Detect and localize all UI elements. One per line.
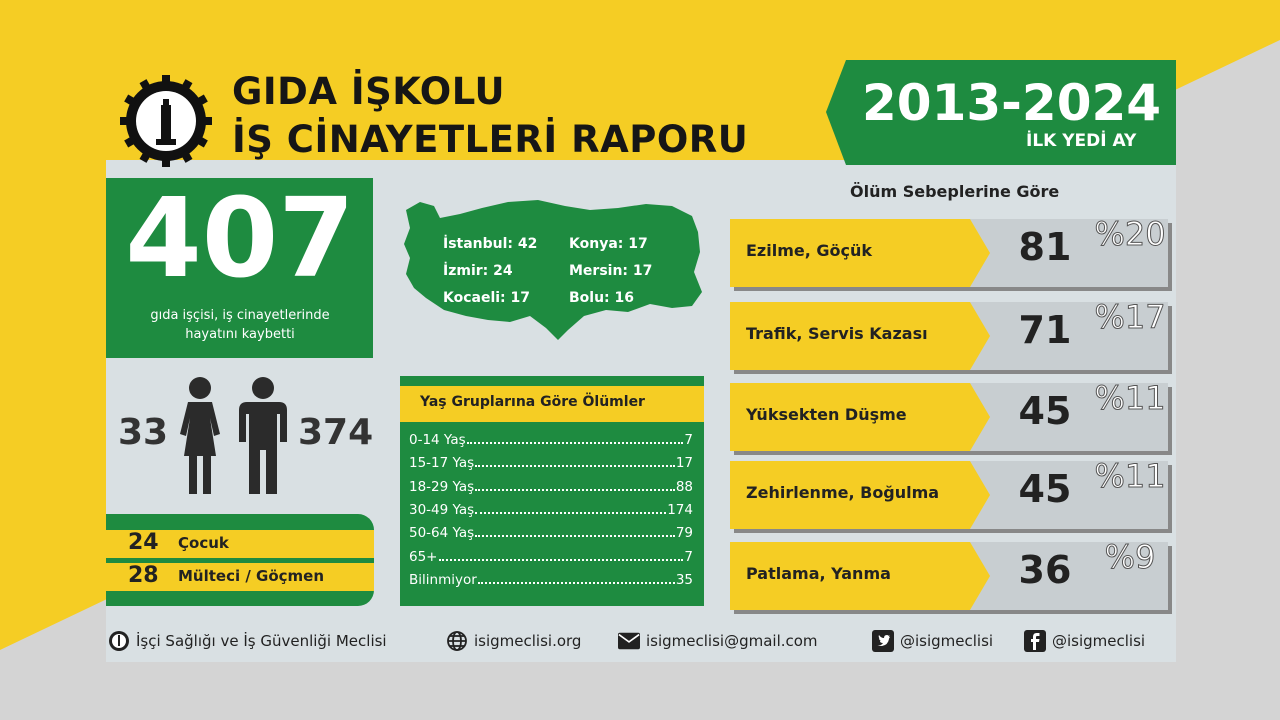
cause-percent: %17 <box>1094 298 1166 336</box>
age-group-label: 18-29 Yaş <box>409 478 475 495</box>
total-description-line-1: gıda işçisi, iş cinayetlerinde <box>150 308 330 323</box>
title-line-2: İŞ CİNAYETLERİ RAPORU <box>232 118 749 161</box>
footer-facebook-text: @isigmeclisi <box>1052 632 1146 650</box>
total-description-line-2: hayatını kaybetti <box>185 327 295 342</box>
refugee-count: 28 <box>128 563 159 588</box>
cause-row <box>730 298 1176 370</box>
age-group-label: 50-64 Yaş <box>409 525 475 542</box>
age-group-label: 15-17 Yaş <box>409 455 475 472</box>
cause-row <box>730 215 1176 287</box>
age-group-leader-dots <box>475 479 675 491</box>
age-group-leader-dots <box>475 502 666 514</box>
age-group-label: 65+ <box>409 548 438 565</box>
period-years: 2013-2024 <box>862 74 1162 132</box>
city-kocaeli: Kocaeli: 17 <box>443 290 531 306</box>
groups-strip <box>106 514 374 606</box>
children-count: 24 <box>128 530 159 555</box>
age-group-label: 0-14 Yaş <box>409 432 466 448</box>
age-group-value: 88 <box>675 478 693 495</box>
cause-count: 81 <box>1018 225 1072 269</box>
city-konya: Konya: 17 <box>569 236 648 252</box>
facebook-icon <box>1024 630 1046 652</box>
age-group-value: 7 <box>684 548 693 565</box>
male-count: 374 <box>298 412 374 453</box>
cause-count: 45 <box>1018 467 1072 511</box>
age-group-row <box>409 549 693 565</box>
city-mersin: Mersin: 17 <box>569 263 653 279</box>
mail-icon <box>618 630 640 652</box>
city-bolu: Bolu: 16 <box>569 290 635 306</box>
footer-org-text: İşçi Sağlığı ve İş Güvenliği Meclisi <box>136 632 387 650</box>
age-group-value: 174 <box>667 501 693 518</box>
age-group-row <box>409 455 693 471</box>
age-group-leader-dots <box>467 432 684 444</box>
cause-label: Yüksekten Düşme <box>746 405 907 424</box>
footer-website[interactable] <box>446 630 581 652</box>
children-label: Çocuk <box>178 534 229 552</box>
title-line-1: GIDA İŞKOLU <box>232 70 506 113</box>
cause-count: 45 <box>1018 389 1072 433</box>
age-group-value: 79 <box>675 525 693 542</box>
female-count: 33 <box>118 412 169 453</box>
twitter-icon <box>872 630 894 652</box>
footer-email-text: isigmeclisi@gmail.com <box>646 632 818 650</box>
age-group-leader-dots <box>478 572 675 584</box>
city-istanbul: İstanbul: 42 <box>443 236 538 252</box>
cause-percent: %11 <box>1094 457 1166 495</box>
refugee-label: Mülteci / Göçmen <box>178 567 325 585</box>
cause-label: Zehirlenme, Boğulma <box>746 483 940 502</box>
age-group-value: 7 <box>684 432 693 448</box>
age-group-row <box>409 572 693 588</box>
age-group-leader-dots <box>439 549 684 561</box>
footer-email[interactable] <box>618 630 818 652</box>
age-group-leader-dots <box>475 525 675 537</box>
age-group-row <box>409 432 693 448</box>
gear-logo-small-icon <box>108 630 130 652</box>
cause-label: Trafik, Servis Kazası <box>746 324 928 343</box>
age-group-label: Bilinmiyor <box>409 571 477 588</box>
footer-website-text: isigmeclisi.org <box>474 632 582 650</box>
footer-twitter[interactable] <box>872 630 993 652</box>
cause-label: Ezilme, Göçük <box>746 241 873 260</box>
cause-count: 36 <box>1018 548 1072 592</box>
cause-row <box>730 379 1176 451</box>
age-group-label: 30-49 Yaş <box>409 501 475 518</box>
footer-twitter-text: @isigmeclisi <box>900 632 994 650</box>
cause-label: Patlama, Yanma <box>746 564 891 583</box>
city-izmir: İzmir: 24 <box>443 263 513 279</box>
age-group-leader-dots <box>475 455 675 467</box>
cause-percent: %9 <box>1104 538 1156 576</box>
footer <box>106 622 1176 662</box>
causes-title: Ölüm Sebeplerine Göre <box>850 182 1060 201</box>
age-group-row <box>409 479 693 495</box>
globe-icon <box>446 630 468 652</box>
female-icon <box>172 376 228 496</box>
footer-org <box>108 630 387 652</box>
male-icon <box>235 376 291 496</box>
age-groups-title: Yaş Gruplarına Göre Ölümler <box>420 394 645 410</box>
cause-row <box>730 457 1176 529</box>
footer-facebook[interactable] <box>1024 630 1145 652</box>
age-group-value: 35 <box>675 571 693 588</box>
gear-logo-icon <box>120 75 212 167</box>
age-group-row <box>409 525 693 541</box>
total-number: 407 <box>125 174 355 302</box>
cause-percent: %20 <box>1094 215 1166 253</box>
cause-count: 71 <box>1018 308 1072 352</box>
age-group-value: 17 <box>675 455 693 472</box>
cause-percent: %11 <box>1094 379 1166 417</box>
period-subtitle: İLK YEDİ AY <box>1026 131 1137 151</box>
total-description <box>120 306 360 344</box>
age-group-row <box>409 502 693 518</box>
cause-row <box>730 538 1176 610</box>
